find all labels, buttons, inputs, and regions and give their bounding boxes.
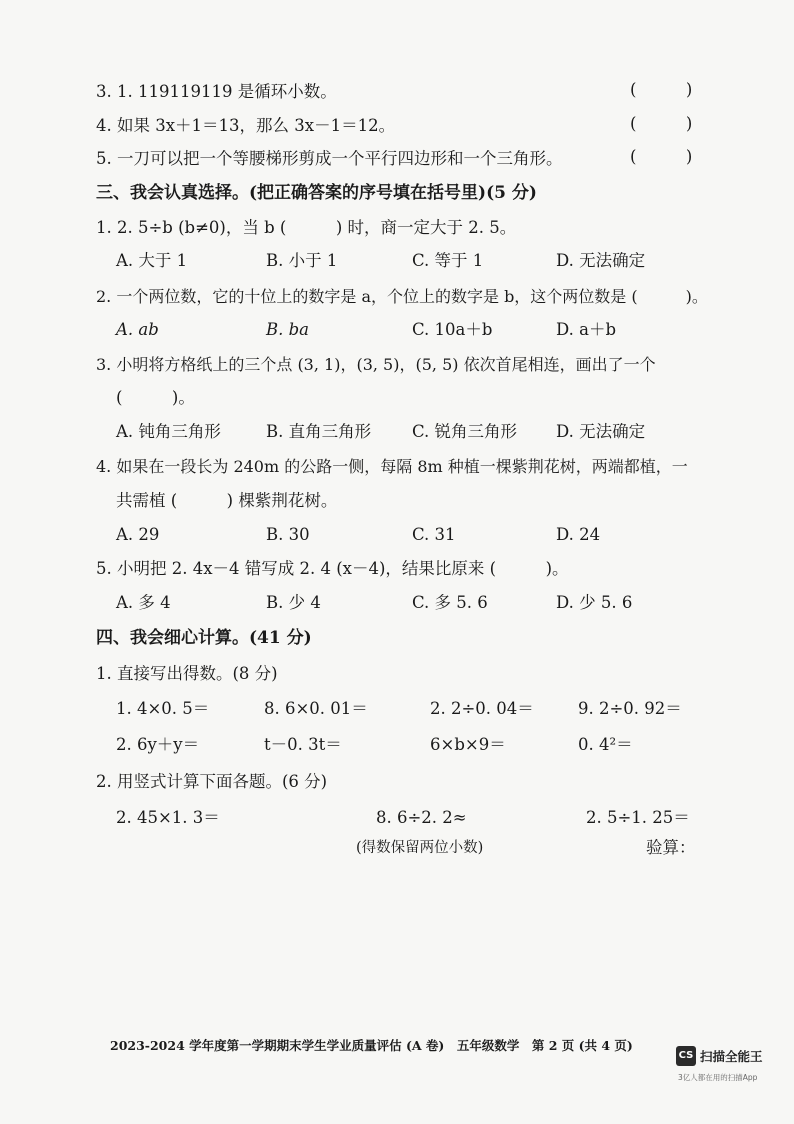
- check-label: 验算：: [646, 838, 696, 857]
- mental-calc-3[interactable]: 2. 2÷0. 04＝: [430, 699, 534, 718]
- choice-q1-b[interactable]: B. 小于 1: [266, 251, 338, 270]
- scanner-watermark: [676, 1046, 788, 1112]
- judge-q3-paren[interactable]: ( ): [630, 80, 693, 99]
- section-3-title: 三、我会认真选择。(把正确答案的序号填在括号里)(5 分): [96, 183, 537, 203]
- mental-calc-7[interactable]: 6×b×9＝: [430, 735, 506, 754]
- choice-q2-b[interactable]: B. ba: [266, 320, 310, 339]
- choice-q4-d[interactable]: D. 24: [556, 525, 601, 544]
- choice-q5-a[interactable]: A. 多 4: [116, 593, 171, 612]
- mental-calc-2[interactable]: 8. 6×0. 01＝: [264, 699, 368, 718]
- choice-q4: 4. 如果在一段长为 240m 的公路一侧，每隔 8m 种植一棵紫荆花树，两端都植，一: [96, 457, 688, 476]
- choice-q1-c[interactable]: C. 等于 1: [412, 251, 484, 270]
- choice-q5-c[interactable]: C. 多 5. 6: [412, 593, 488, 612]
- watermark-name: 扫描全能王: [700, 1049, 763, 1064]
- calc-part1-title: 1. 直接写出得数。(8 分): [96, 664, 278, 683]
- choice-q5-d[interactable]: D. 少 5. 6: [556, 593, 633, 612]
- vertical-calc-3[interactable]: 2. 5÷1. 25＝: [586, 808, 690, 827]
- judge-q5: 5. 一刀可以把一个等腰梯形剪成一个平行四边形和一个三角形。: [96, 149, 563, 168]
- choice-q4-b[interactable]: B. 30: [266, 525, 310, 544]
- mental-calc-1[interactable]: 1. 4×0. 5＝: [116, 699, 210, 718]
- judge-q3: 3. 1. 119119119 是循环小数。: [96, 82, 337, 101]
- show-through-text: [420, 880, 435, 901]
- choice-q2-a[interactable]: A. ab: [116, 320, 159, 339]
- choice-q4-cont: 共需植 ( ) 棵紫荆花树。: [116, 491, 338, 510]
- mental-calc-5[interactable]: 2. 6y＋y＝: [116, 735, 200, 754]
- choice-q3-d[interactable]: D. 无法确定: [556, 422, 646, 441]
- calc-part2-title: 2. 用竖式计算下面各题。(6 分): [96, 772, 328, 791]
- mental-calc-6[interactable]: t－0. 3t＝: [264, 735, 342, 754]
- choice-q5-b[interactable]: B. 少 4: [266, 593, 321, 612]
- watermark-subtitle: 3亿人都在用的扫描App: [678, 1073, 758, 1082]
- vertical-calc-1[interactable]: 2. 45×1. 3＝: [116, 808, 220, 827]
- choice-q1-a[interactable]: A. 大于 1: [116, 251, 188, 270]
- choice-q4-a[interactable]: A. 29: [116, 525, 160, 544]
- choice-q3-b[interactable]: B. 直角三角形: [266, 422, 372, 441]
- choice-q3: 3. 小明将方格纸上的三个点 (3, 1)，(3, 5)，(5, 5) 依次首尾相连，画出了一个: [96, 355, 656, 374]
- rounding-note: (得数保留两位小数): [356, 840, 484, 856]
- choice-q2-d[interactable]: D. a＋b: [556, 320, 617, 339]
- choice-q3-cont: ( )。: [116, 388, 195, 407]
- vertical-calc-2[interactable]: 8. 6÷2. 2≈: [376, 808, 467, 827]
- judge-q4: 4. 如果 3x＋1＝13，那么 3x－1＝12。: [96, 116, 396, 135]
- section-4-title: 四、我会细心计算。(41 分): [96, 628, 312, 648]
- choice-q2-c[interactable]: C. 10a＋b: [412, 320, 493, 339]
- page-footer: 2023-2024 学年度第一学期期末学生学业质量评估 (A 卷) 五年级数学 第 2 页 (共 4 页): [110, 1038, 633, 1053]
- choice-q3-c[interactable]: C. 锐角三角形: [412, 422, 518, 441]
- choice-q1: 1. 2. 5÷b (b≠0)，当 b ( ) 时，商一定大于 2. 5。: [96, 218, 517, 237]
- choice-q2: 2. 一个两位数，它的十位上的数字是 a，个位上的数字是 b，这个两位数是 ( )。: [96, 287, 708, 306]
- choice-q1-d[interactable]: D. 无法确定: [556, 251, 646, 270]
- choice-q5: 5. 小明把 2. 4x－4 错写成 2. 4 (x－4)，结果比原来 ( )。: [96, 559, 569, 578]
- choice-q4-c[interactable]: C. 31: [412, 525, 456, 544]
- mental-calc-4[interactable]: 9. 2÷0. 92＝: [578, 699, 682, 718]
- judge-q4-paren[interactable]: ( ): [630, 114, 693, 133]
- choice-q3-a[interactable]: A. 钝角三角形: [116, 422, 221, 441]
- judge-q5-paren[interactable]: ( ): [630, 147, 693, 166]
- camscanner-logo-icon: CS: [676, 1046, 696, 1066]
- mental-calc-8[interactable]: 0. 4²＝: [578, 735, 633, 754]
